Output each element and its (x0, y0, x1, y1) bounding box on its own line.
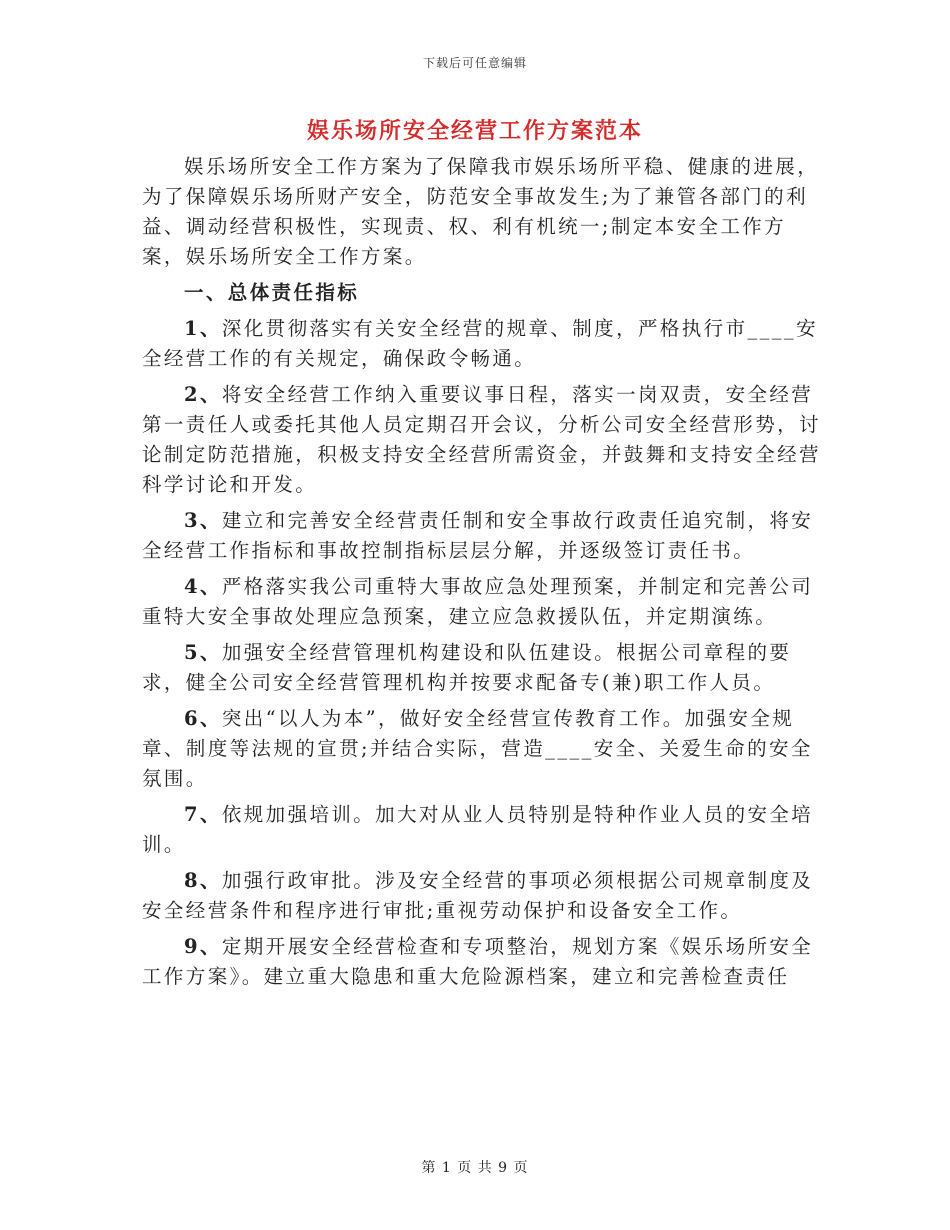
list-item (142, 800, 822, 860)
list-item (142, 638, 822, 698)
item-number: 7、 (184, 803, 222, 826)
section-heading: 一、总体责任指标 (184, 281, 360, 304)
item-number: 3、 (184, 509, 222, 532)
document-body (142, 152, 822, 998)
item-number: 2、 (184, 383, 222, 406)
list-item (142, 506, 822, 566)
document-title: 娱乐场所安全经营工作方案范本 (306, 118, 643, 144)
list-item (142, 572, 822, 632)
item-text: 定期开展安全经营检查和专项整治，规划方案《娱乐场所安全工作方案》。建立重大隐患和重大危险源档案，建立和完善检查责任 (142, 935, 814, 988)
item-text: 依规加强培训。加大对从业人员特别是特种作业人员的安全培训。 (142, 803, 814, 856)
item-number: 1、 (184, 317, 222, 340)
list-item (142, 380, 822, 500)
list-item (142, 866, 822, 926)
item-text: 严格落实我公司重特大事故应急处理预案，并制定和完善公司重特大安全事故处理应急预案，建立应急救援队伍，并定期演练。 (142, 575, 814, 628)
item-text: 加强行政审批。涉及安全经营的事项必须根据公司规章制度及安全经营条件和程序进行审批;重视劳动保护和设备安全工作。 (142, 869, 814, 922)
item-number: 9、 (184, 935, 222, 958)
item-number: 4、 (184, 575, 222, 598)
list-item (142, 932, 822, 992)
item-text: 突出“以人为本”，做好安全经营宣传教育工作。加强安全规章、制度等法规的宣贯;并结合实际，营造____安全、关爱生命的安全氛围。 (142, 707, 813, 790)
list-item (142, 704, 822, 794)
header-note: 下载后可任意编辑 (422, 56, 527, 70)
list-item (142, 314, 822, 374)
item-text: 将安全经营工作纳入重要议事日程，落实一岗双责，安全经营第一责任人或委托其他人员定期召开会议，分析公司安全经营形势，讨论制定防范措施，积极支持安全经营所需资金，并鼓舞和支持安全经营科学讨论和开发。 (142, 383, 821, 496)
item-number: 6、 (184, 707, 222, 730)
item-text: 深化贯彻落实有关安全经营的规章、制度，严格执行市____安全经营工作的有关规定，确保政令畅通。 (142, 317, 818, 370)
item-text: 加强安全经营管理机构建设和队伍建设。根据公司章程的要求，健全公司安全经营管理机构并按要求配备专(兼)职工作人员。 (142, 641, 792, 694)
item-number: 5、 (184, 641, 222, 664)
page-footer: 第 1 页 共 9 页 (421, 1160, 529, 1176)
intro-paragraph: 娱乐场所安全工作方案为了保障我市娱乐场所平稳、健康的进展，为了保障娱乐场所财产安全，防范安全事故发生;为了兼管各部门的利益、调动经营积极性，实现责、权、利有机统一;制定本安全工作方案，娱乐场所安全工作方案。 (142, 155, 820, 268)
item-text: 建立和完善安全经营责任制和安全事故行政责任追究制，将安全经营工作指标和事故控制指标层层分解，并逐级签订责任书。 (142, 509, 814, 562)
item-number: 8、 (184, 869, 222, 892)
